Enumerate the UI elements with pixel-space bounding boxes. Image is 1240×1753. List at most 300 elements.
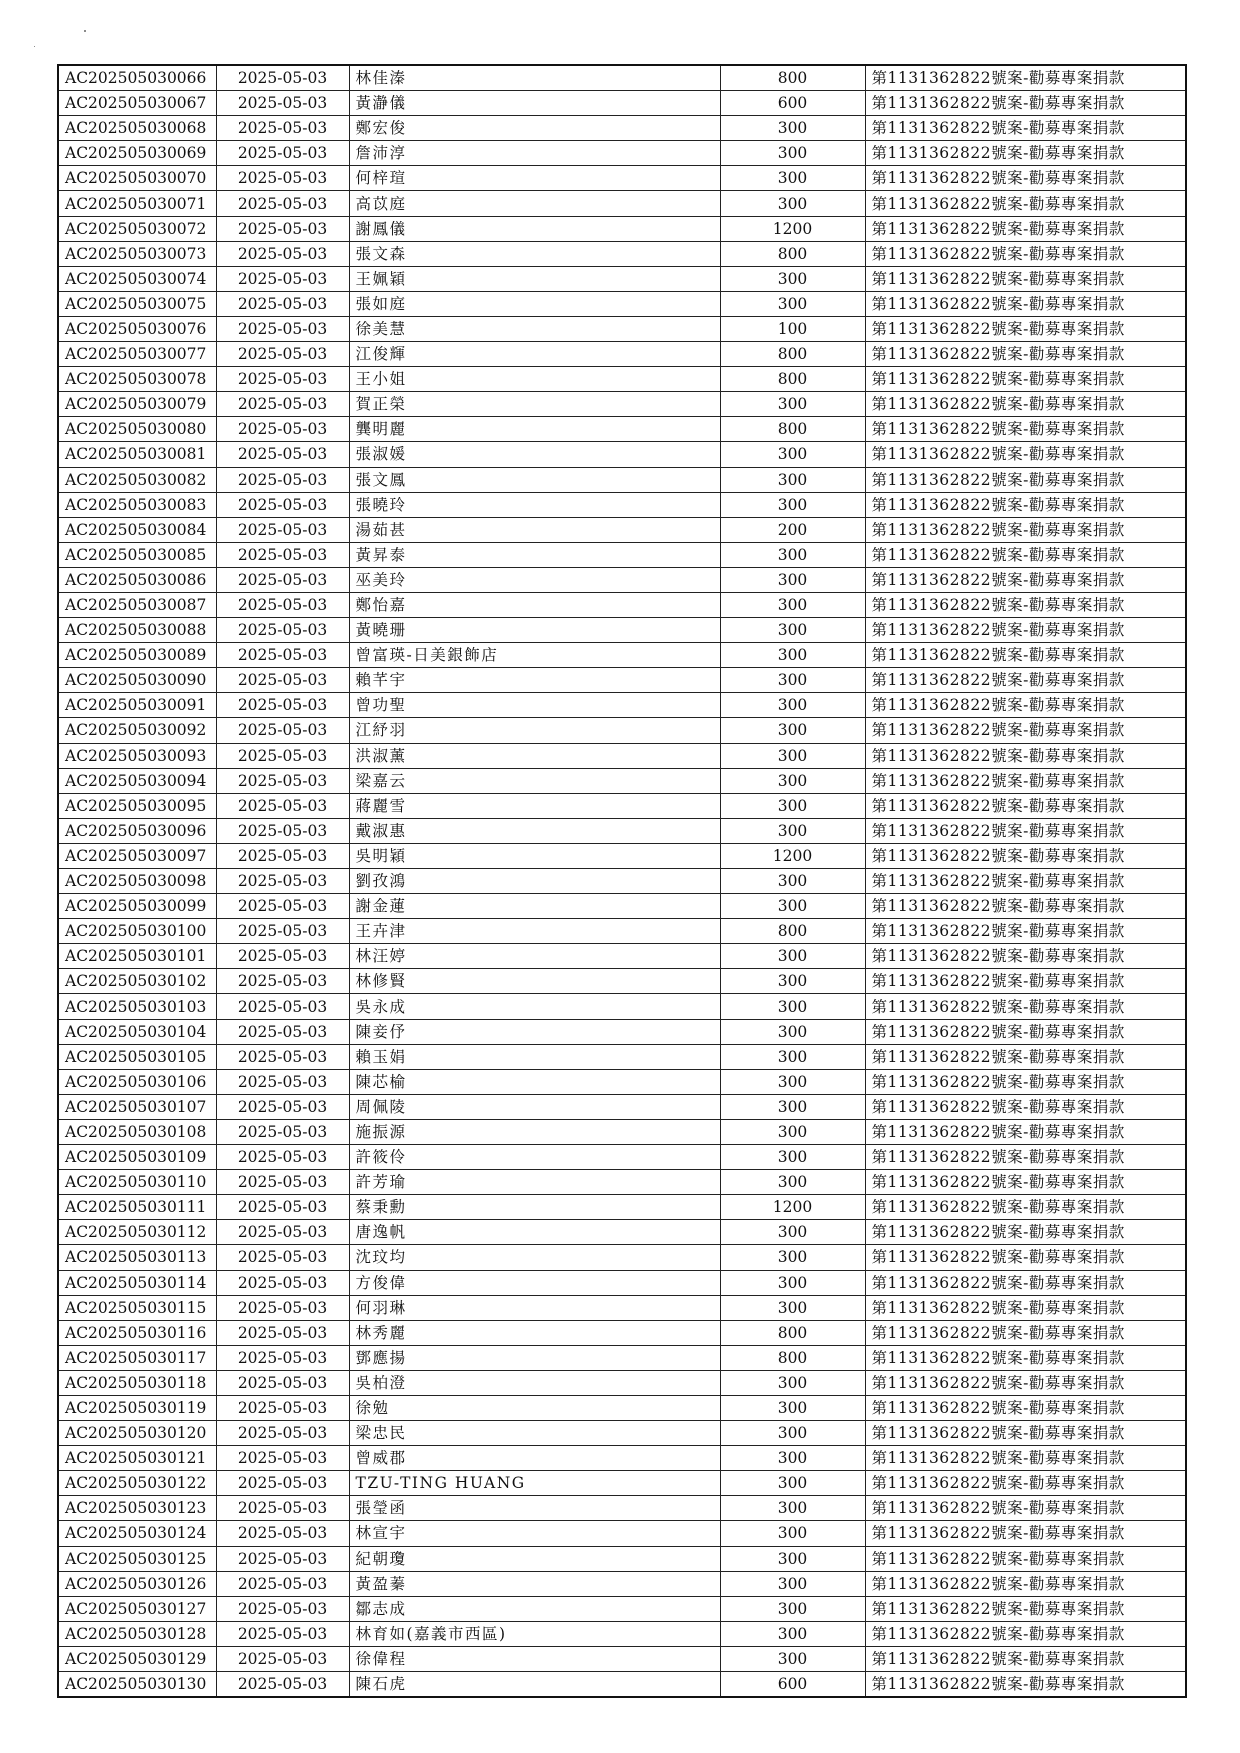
donation-amount-cell: 300 <box>720 643 865 668</box>
donation-purpose-cell: 第1131362822號案-勸募專案捐款 <box>865 793 1186 818</box>
donation-amount-cell: 300 <box>720 1621 865 1646</box>
donation-date-cell: 2025-05-03 <box>216 166 349 191</box>
receipt-number-cell: AC202505030128 <box>58 1621 216 1646</box>
donation-purpose-cell: 第1131362822號案-勸募專案捐款 <box>865 1069 1186 1094</box>
receipt-number-cell: AC202505030087 <box>58 592 216 617</box>
table-row <box>58 818 1186 843</box>
donation-date-cell: 2025-05-03 <box>216 1395 349 1420</box>
donor-name-cell: 謝金蓮 <box>349 894 720 919</box>
receipt-number-cell: AC202505030108 <box>58 1119 216 1144</box>
table-row <box>58 718 1186 743</box>
donation-date-cell: 2025-05-03 <box>216 1119 349 1144</box>
donation-purpose-cell: 第1131362822號案-勸募專案捐款 <box>865 1094 1186 1119</box>
receipt-number-cell: AC202505030083 <box>58 492 216 517</box>
donation-date-cell: 2025-05-03 <box>216 869 349 894</box>
donor-name-cell: 林汪婷 <box>349 944 720 969</box>
table-row <box>58 191 1186 216</box>
donation-amount-cell: 300 <box>720 894 865 919</box>
receipt-number-cell: AC202505030104 <box>58 1019 216 1044</box>
donor-name-cell: 張文鳳 <box>349 467 720 492</box>
donation-amount-cell: 300 <box>720 291 865 316</box>
donor-name-cell: 蔡秉勳 <box>349 1195 720 1220</box>
donor-name-cell: 鄭宏俊 <box>349 116 720 141</box>
table-row <box>58 1672 1186 1698</box>
donor-name-cell: 黃曉珊 <box>349 618 720 643</box>
receipt-number-cell: AC202505030124 <box>58 1521 216 1546</box>
receipt-number-cell: AC202505030079 <box>58 392 216 417</box>
donation-date-cell: 2025-05-03 <box>216 1270 349 1295</box>
donor-name-cell: 謝鳳儀 <box>349 216 720 241</box>
donation-amount-cell: 200 <box>720 517 865 542</box>
donation-purpose-cell: 第1131362822號案-勸募專案捐款 <box>865 1395 1186 1420</box>
donation-purpose-cell: 第1131362822號案-勸募專案捐款 <box>865 592 1186 617</box>
receipt-number-cell: AC202505030085 <box>58 542 216 567</box>
donation-purpose-cell: 第1131362822號案-勸募專案捐款 <box>865 266 1186 291</box>
donation-date-cell: 2025-05-03 <box>216 567 349 592</box>
donation-date-cell: 2025-05-03 <box>216 291 349 316</box>
donation-purpose-cell: 第1131362822號案-勸募專案捐款 <box>865 969 1186 994</box>
receipt-number-cell: AC202505030090 <box>58 668 216 693</box>
receipt-number-cell: AC202505030076 <box>58 316 216 341</box>
receipt-number-cell: AC202505030100 <box>58 919 216 944</box>
receipt-number-cell: AC202505030121 <box>58 1446 216 1471</box>
donation-amount-cell: 300 <box>720 944 865 969</box>
donation-amount-cell: 300 <box>720 1270 865 1295</box>
donation-date-cell: 2025-05-03 <box>216 517 349 542</box>
donor-name-cell: 賴芊宇 <box>349 668 720 693</box>
donation-amount-cell: 300 <box>720 1421 865 1446</box>
donation-purpose-cell: 第1131362822號案-勸募專案捐款 <box>865 818 1186 843</box>
donation-date-cell: 2025-05-03 <box>216 316 349 341</box>
donation-purpose-cell: 第1131362822號案-勸募專案捐款 <box>865 1044 1186 1069</box>
donation-date-cell: 2025-05-03 <box>216 1245 349 1270</box>
donation-amount-cell: 800 <box>720 919 865 944</box>
donation-amount-cell: 300 <box>720 668 865 693</box>
donor-name-cell: 吳柏澄 <box>349 1370 720 1395</box>
table-row <box>58 141 1186 166</box>
receipt-number-cell: AC202505030097 <box>58 843 216 868</box>
donor-name-cell: 曾威郡 <box>349 1446 720 1471</box>
scan-speck <box>34 46 35 47</box>
receipt-number-cell: AC202505030070 <box>58 166 216 191</box>
donation-date-cell: 2025-05-03 <box>216 894 349 919</box>
table-row <box>58 1446 1186 1471</box>
donation-amount-cell: 300 <box>720 116 865 141</box>
donor-name-cell: 鄭怡嘉 <box>349 592 720 617</box>
donor-name-cell: 黃瀞儀 <box>349 91 720 116</box>
donation-purpose-cell: 第1131362822號案-勸募專案捐款 <box>865 442 1186 467</box>
donation-purpose-cell: 第1131362822號案-勸募專案捐款 <box>865 542 1186 567</box>
donation-date-cell: 2025-05-03 <box>216 668 349 693</box>
receipt-number-cell: AC202505030117 <box>58 1345 216 1370</box>
donation-purpose-cell: 第1131362822號案-勸募專案捐款 <box>865 1119 1186 1144</box>
table-row <box>58 944 1186 969</box>
donation-purpose-cell: 第1131362822號案-勸募專案捐款 <box>865 1596 1186 1621</box>
donation-amount-cell: 300 <box>720 1295 865 1320</box>
donation-amount-cell: 300 <box>720 567 865 592</box>
table-row <box>58 1596 1186 1621</box>
donation-date-cell: 2025-05-03 <box>216 191 349 216</box>
donation-date-cell: 2025-05-03 <box>216 1069 349 1094</box>
table-row <box>58 743 1186 768</box>
table-row <box>58 542 1186 567</box>
donation-date-cell: 2025-05-03 <box>216 1320 349 1345</box>
donation-date-cell: 2025-05-03 <box>216 1145 349 1170</box>
receipt-number-cell: AC202505030119 <box>58 1395 216 1420</box>
receipt-number-cell: AC202505030068 <box>58 116 216 141</box>
donation-amount-cell: 300 <box>720 1094 865 1119</box>
table-row <box>58 241 1186 266</box>
donation-date-cell: 2025-05-03 <box>216 1471 349 1496</box>
donor-name-cell: 徐勉 <box>349 1395 720 1420</box>
donation-amount-cell: 300 <box>720 818 865 843</box>
donation-date-cell: 2025-05-03 <box>216 1672 349 1698</box>
receipt-number-cell: AC202505030088 <box>58 618 216 643</box>
ledger-body <box>58 65 1186 1697</box>
donation-amount-cell: 300 <box>720 1596 865 1621</box>
table-row <box>58 618 1186 643</box>
donation-purpose-cell: 第1131362822號案-勸募專案捐款 <box>865 1621 1186 1646</box>
receipt-number-cell: AC202505030110 <box>58 1170 216 1195</box>
donation-date-cell: 2025-05-03 <box>216 1370 349 1395</box>
table-row <box>58 1069 1186 1094</box>
donor-name-cell: 洪淑薰 <box>349 743 720 768</box>
table-row <box>58 1270 1186 1295</box>
receipt-number-cell: AC202505030071 <box>58 191 216 216</box>
table-row <box>58 492 1186 517</box>
receipt-number-cell: AC202505030089 <box>58 643 216 668</box>
receipt-number-cell: AC202505030077 <box>58 342 216 367</box>
donation-date-cell: 2025-05-03 <box>216 1421 349 1446</box>
donor-name-cell: 林秀麗 <box>349 1320 720 1345</box>
donation-amount-cell: 800 <box>720 342 865 367</box>
table-row <box>58 367 1186 392</box>
receipt-number-cell: AC202505030102 <box>58 969 216 994</box>
table-row <box>58 1571 1186 1596</box>
receipt-number-cell: AC202505030074 <box>58 266 216 291</box>
donor-name-cell: 吳明穎 <box>349 843 720 868</box>
donation-date-cell: 2025-05-03 <box>216 1496 349 1521</box>
receipt-number-cell: AC202505030115 <box>58 1295 216 1320</box>
table-row <box>58 643 1186 668</box>
donation-amount-cell: 300 <box>720 1119 865 1144</box>
donation-amount-cell: 300 <box>720 1245 865 1270</box>
donation-purpose-cell: 第1131362822號案-勸募專案捐款 <box>865 342 1186 367</box>
donor-name-cell: 張瑩函 <box>349 1496 720 1521</box>
donation-date-cell: 2025-05-03 <box>216 1596 349 1621</box>
donation-purpose-cell: 第1131362822號案-勸募專案捐款 <box>865 1345 1186 1370</box>
table-row <box>58 1395 1186 1420</box>
donor-name-cell: 張曉玲 <box>349 492 720 517</box>
table-row <box>58 1421 1186 1446</box>
donation-amount-cell: 300 <box>720 1571 865 1596</box>
table-row <box>58 1245 1186 1270</box>
donor-name-cell: 徐美慧 <box>349 316 720 341</box>
donation-purpose-cell: 第1131362822號案-勸募專案捐款 <box>865 116 1186 141</box>
donation-purpose-cell: 第1131362822號案-勸募專案捐款 <box>865 367 1186 392</box>
donation-purpose-cell: 第1131362822號案-勸募專案捐款 <box>865 944 1186 969</box>
receipt-number-cell: AC202505030084 <box>58 517 216 542</box>
donation-date-cell: 2025-05-03 <box>216 266 349 291</box>
donation-amount-cell: 300 <box>720 492 865 517</box>
receipt-number-cell: AC202505030098 <box>58 869 216 894</box>
donation-purpose-cell: 第1131362822號案-勸募專案捐款 <box>865 768 1186 793</box>
donation-purpose-cell: 第1131362822號案-勸募專案捐款 <box>865 668 1186 693</box>
receipt-number-cell: AC202505030086 <box>58 567 216 592</box>
table-row <box>58 668 1186 693</box>
donation-date-cell: 2025-05-03 <box>216 367 349 392</box>
table-row <box>58 316 1186 341</box>
receipt-number-cell: AC202505030130 <box>58 1672 216 1698</box>
donation-date-cell: 2025-05-03 <box>216 1646 349 1671</box>
table-row <box>58 166 1186 191</box>
table-row <box>58 592 1186 617</box>
donor-name-cell: 何梓瑄 <box>349 166 720 191</box>
donation-amount-cell: 300 <box>720 869 865 894</box>
donation-date-cell: 2025-05-03 <box>216 919 349 944</box>
table-row <box>58 1521 1186 1546</box>
donation-amount-cell: 1200 <box>720 843 865 868</box>
receipt-number-cell: AC202505030106 <box>58 1069 216 1094</box>
table-row <box>58 919 1186 944</box>
receipt-number-cell: AC202505030096 <box>58 818 216 843</box>
receipt-number-cell: AC202505030111 <box>58 1195 216 1220</box>
receipt-number-cell: AC202505030078 <box>58 367 216 392</box>
donor-name-cell: 徐偉程 <box>349 1646 720 1671</box>
donation-purpose-cell: 第1131362822號案-勸募專案捐款 <box>865 718 1186 743</box>
table-row <box>58 1320 1186 1345</box>
donation-date-cell: 2025-05-03 <box>216 141 349 166</box>
donation-purpose-cell: 第1131362822號案-勸募專案捐款 <box>865 743 1186 768</box>
receipt-number-cell: AC202505030123 <box>58 1496 216 1521</box>
donation-amount-cell: 300 <box>720 1521 865 1546</box>
donor-name-cell: 王小姐 <box>349 367 720 392</box>
donation-amount-cell: 300 <box>720 1170 865 1195</box>
donation-amount-cell: 300 <box>720 1370 865 1395</box>
donation-date-cell: 2025-05-03 <box>216 241 349 266</box>
table-row <box>58 994 1186 1019</box>
donor-name-cell: 曾功聖 <box>349 693 720 718</box>
table-row <box>58 1019 1186 1044</box>
table-row <box>58 1295 1186 1320</box>
donation-purpose-cell: 第1131362822號案-勸募專案捐款 <box>865 618 1186 643</box>
donation-date-cell: 2025-05-03 <box>216 592 349 617</box>
donor-name-cell: 張文森 <box>349 241 720 266</box>
receipt-number-cell: AC202505030113 <box>58 1245 216 1270</box>
receipt-number-cell: AC202505030122 <box>58 1471 216 1496</box>
donor-name-cell: 江俊輝 <box>349 342 720 367</box>
donor-name-cell: 詹沛淳 <box>349 141 720 166</box>
donation-date-cell: 2025-05-03 <box>216 994 349 1019</box>
donor-name-cell: 江紓羽 <box>349 718 720 743</box>
table-row <box>58 392 1186 417</box>
donation-amount-cell: 300 <box>720 191 865 216</box>
donation-purpose-cell: 第1131362822號案-勸募專案捐款 <box>865 316 1186 341</box>
donation-date-cell: 2025-05-03 <box>216 542 349 567</box>
donation-amount-cell: 1200 <box>720 1195 865 1220</box>
donor-name-cell: 許筱伶 <box>349 1145 720 1170</box>
donation-amount-cell: 300 <box>720 1496 865 1521</box>
donation-date-cell: 2025-05-03 <box>216 417 349 442</box>
donor-name-cell: 賀正榮 <box>349 392 720 417</box>
donation-purpose-cell: 第1131362822號案-勸募專案捐款 <box>865 1672 1186 1698</box>
donor-name-cell: TZU-TING HUANG <box>349 1471 720 1496</box>
donation-date-cell: 2025-05-03 <box>216 91 349 116</box>
donation-purpose-cell: 第1131362822號案-勸募專案捐款 <box>865 65 1186 91</box>
donation-purpose-cell: 第1131362822號案-勸募專案捐款 <box>865 417 1186 442</box>
donation-amount-cell: 300 <box>720 392 865 417</box>
receipt-number-cell: AC202505030095 <box>58 793 216 818</box>
donation-amount-cell: 300 <box>720 994 865 1019</box>
donation-date-cell: 2025-05-03 <box>216 944 349 969</box>
donation-date-cell: 2025-05-03 <box>216 116 349 141</box>
table-row <box>58 793 1186 818</box>
donor-name-cell: 鄧應揚 <box>349 1345 720 1370</box>
donation-purpose-cell: 第1131362822號案-勸募專案捐款 <box>865 166 1186 191</box>
donor-name-cell: 紀朝瓊 <box>349 1546 720 1571</box>
scan-speck <box>84 30 86 32</box>
donation-date-cell: 2025-05-03 <box>216 768 349 793</box>
donation-purpose-cell: 第1131362822號案-勸募專案捐款 <box>865 492 1186 517</box>
donation-purpose-cell: 第1131362822號案-勸募專案捐款 <box>865 1521 1186 1546</box>
table-row <box>58 417 1186 442</box>
donation-amount-cell: 300 <box>720 618 865 643</box>
donation-ledger-table <box>57 64 1187 1698</box>
donor-name-cell: 龔明麗 <box>349 417 720 442</box>
donation-amount-cell: 300 <box>720 1546 865 1571</box>
table-row <box>58 1546 1186 1571</box>
donation-purpose-cell: 第1131362822號案-勸募專案捐款 <box>865 216 1186 241</box>
donation-purpose-cell: 第1131362822號案-勸募專案捐款 <box>865 1646 1186 1671</box>
donation-amount-cell: 300 <box>720 743 865 768</box>
donation-purpose-cell: 第1131362822號案-勸募專案捐款 <box>865 392 1186 417</box>
donation-date-cell: 2025-05-03 <box>216 1195 349 1220</box>
donor-name-cell: 張淑媛 <box>349 442 720 467</box>
donation-amount-cell: 300 <box>720 1019 865 1044</box>
receipt-number-cell: AC202505030091 <box>58 693 216 718</box>
donation-date-cell: 2025-05-03 <box>216 492 349 517</box>
table-row <box>58 1220 1186 1245</box>
receipt-number-cell: AC202505030114 <box>58 1270 216 1295</box>
donation-date-cell: 2025-05-03 <box>216 1094 349 1119</box>
donor-name-cell: 梁忠民 <box>349 1421 720 1446</box>
receipt-number-cell: AC202505030126 <box>58 1571 216 1596</box>
donation-amount-cell: 300 <box>720 467 865 492</box>
donation-date-cell: 2025-05-03 <box>216 1170 349 1195</box>
donation-purpose-cell: 第1131362822號案-勸募專案捐款 <box>865 1170 1186 1195</box>
donation-amount-cell: 300 <box>720 969 865 994</box>
donation-purpose-cell: 第1131362822號案-勸募專案捐款 <box>865 1496 1186 1521</box>
donation-purpose-cell: 第1131362822號案-勸募專案捐款 <box>865 1220 1186 1245</box>
table-row <box>58 1044 1186 1069</box>
donation-date-cell: 2025-05-03 <box>216 1521 349 1546</box>
donor-name-cell: 蔣麗雪 <box>349 793 720 818</box>
donation-date-cell: 2025-05-03 <box>216 793 349 818</box>
donation-purpose-cell: 第1131362822號案-勸募專案捐款 <box>865 1195 1186 1220</box>
donation-purpose-cell: 第1131362822號案-勸募專案捐款 <box>865 643 1186 668</box>
donation-purpose-cell: 第1131362822號案-勸募專案捐款 <box>865 517 1186 542</box>
donation-amount-cell: 300 <box>720 266 865 291</box>
donor-name-cell: 鄒志成 <box>349 1596 720 1621</box>
table-row <box>58 843 1186 868</box>
donation-purpose-cell: 第1131362822號案-勸募專案捐款 <box>865 994 1186 1019</box>
receipt-number-cell: AC202505030066 <box>58 65 216 91</box>
donor-name-cell: 王姵穎 <box>349 266 720 291</box>
donation-purpose-cell: 第1131362822號案-勸募專案捐款 <box>865 467 1186 492</box>
table-row <box>58 693 1186 718</box>
table-row <box>58 1370 1186 1395</box>
donation-amount-cell: 800 <box>720 417 865 442</box>
donation-amount-cell: 300 <box>720 793 865 818</box>
donation-date-cell: 2025-05-03 <box>216 843 349 868</box>
table-row <box>58 116 1186 141</box>
table-row <box>58 91 1186 116</box>
table-row <box>58 894 1186 919</box>
donor-name-cell: 高苡庭 <box>349 191 720 216</box>
table-row <box>58 291 1186 316</box>
donation-purpose-cell: 第1131362822號案-勸募專案捐款 <box>865 1446 1186 1471</box>
table-row <box>58 442 1186 467</box>
donor-name-cell: 陳妾伃 <box>349 1019 720 1044</box>
donation-date-cell: 2025-05-03 <box>216 216 349 241</box>
donation-amount-cell: 100 <box>720 316 865 341</box>
receipt-number-cell: AC202505030099 <box>58 894 216 919</box>
receipt-number-cell: AC202505030116 <box>58 1320 216 1345</box>
donation-amount-cell: 600 <box>720 1672 865 1698</box>
donor-name-cell: 巫美玲 <box>349 567 720 592</box>
donation-amount-cell: 300 <box>720 542 865 567</box>
table-row <box>58 768 1186 793</box>
donation-amount-cell: 300 <box>720 166 865 191</box>
donation-date-cell: 2025-05-03 <box>216 1295 349 1320</box>
donor-name-cell: 戴淑惠 <box>349 818 720 843</box>
donation-purpose-cell: 第1131362822號案-勸募專案捐款 <box>865 1546 1186 1571</box>
donor-name-cell: 方俊偉 <box>349 1270 720 1295</box>
donation-amount-cell: 300 <box>720 1446 865 1471</box>
donor-name-cell: 曾富瑛-日美銀飾店 <box>349 643 720 668</box>
table-row <box>58 1646 1186 1671</box>
donation-purpose-cell: 第1131362822號案-勸募專案捐款 <box>865 191 1186 216</box>
donation-date-cell: 2025-05-03 <box>216 1220 349 1245</box>
donation-purpose-cell: 第1131362822號案-勸募專案捐款 <box>865 1270 1186 1295</box>
table-row <box>58 1471 1186 1496</box>
donor-name-cell: 黃盈蓁 <box>349 1571 720 1596</box>
donation-amount-cell: 600 <box>720 91 865 116</box>
donor-name-cell: 林宣宇 <box>349 1521 720 1546</box>
donor-name-cell: 張如庭 <box>349 291 720 316</box>
donor-name-cell: 唐逸帆 <box>349 1220 720 1245</box>
donation-amount-cell: 300 <box>720 1395 865 1420</box>
donor-name-cell: 林育如(嘉義市西區) <box>349 1621 720 1646</box>
table-row <box>58 216 1186 241</box>
donation-amount-cell: 800 <box>720 241 865 266</box>
donation-amount-cell: 300 <box>720 592 865 617</box>
donor-name-cell: 陳石虎 <box>349 1672 720 1698</box>
donation-amount-cell: 300 <box>720 141 865 166</box>
donation-purpose-cell: 第1131362822號案-勸募專案捐款 <box>865 291 1186 316</box>
table-row <box>58 1145 1186 1170</box>
receipt-number-cell: AC202505030069 <box>58 141 216 166</box>
donation-date-cell: 2025-05-03 <box>216 1019 349 1044</box>
donation-purpose-cell: 第1131362822號案-勸募專案捐款 <box>865 1019 1186 1044</box>
donation-amount-cell: 300 <box>720 1220 865 1245</box>
donation-purpose-cell: 第1131362822號案-勸募專案捐款 <box>865 919 1186 944</box>
receipt-number-cell: AC202505030080 <box>58 417 216 442</box>
table-row <box>58 1119 1186 1144</box>
donation-date-cell: 2025-05-03 <box>216 743 349 768</box>
donor-name-cell: 賴玉娟 <box>349 1044 720 1069</box>
donation-amount-cell: 300 <box>720 442 865 467</box>
